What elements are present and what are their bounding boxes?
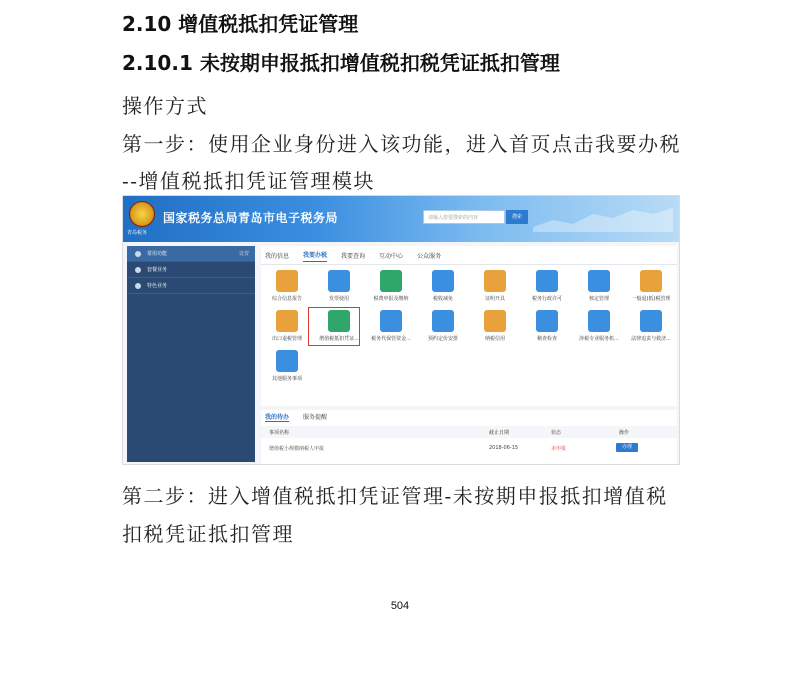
service-tile-label: 出口退税管理 [271, 336, 302, 342]
tab-service-reminder[interactable]: 服务提醒 [303, 414, 328, 421]
agency-icon [588, 310, 610, 332]
service-tile[interactable] [365, 308, 417, 348]
service-tile[interactable] [261, 308, 313, 348]
other-services-icon [276, 350, 298, 372]
paragraph-step2-line2: 扣税凭证抵扣管理 [122, 522, 294, 546]
todo-table-header [261, 426, 677, 438]
approve-icon [588, 270, 610, 292]
tab-divider [261, 264, 677, 265]
service-tile-label: 一般退(抵)税管理 [631, 296, 671, 302]
certificate-icon [484, 270, 506, 292]
sidebar-settings-link[interactable]: 设置 [238, 251, 249, 257]
service-tile[interactable] [469, 268, 521, 308]
grid-icon [135, 283, 141, 289]
service-tile-label: 发票使用 [328, 296, 349, 302]
service-tile[interactable] [417, 308, 469, 348]
tab-tax-handling[interactable]: 我要办税 [303, 248, 327, 262]
refund-icon [640, 270, 662, 292]
paragraph-method: 操作方式 [122, 94, 208, 118]
section-title: 2.10 增值税抵扣凭证管理 [122, 12, 359, 36]
service-tile[interactable] [521, 308, 573, 348]
service-tile-label: 纳税信用 [484, 336, 505, 342]
license-icon [536, 270, 558, 292]
handle-button[interactable]: 办理 [616, 443, 638, 452]
highlight-box [308, 307, 360, 346]
sidebar-item-common[interactable] [127, 246, 255, 262]
service-tile-label: 核定管理 [588, 296, 609, 302]
page-number: 504 [390, 600, 410, 612]
sidebar-item-label: 特色业务 [147, 283, 168, 289]
service-tile-label: 税务代保管资金... [371, 336, 411, 342]
service-tile-label: 税费申报及缴纳 [373, 296, 409, 302]
paragraph-step1-line1: 第一步：使用企业身份进入该功能，进入首页点击我要办税 [122, 132, 681, 156]
service-tile[interactable] [417, 268, 469, 308]
custody-fund-icon [380, 310, 402, 332]
emblem-caption: 青岛税务 [127, 230, 148, 236]
tab-my-info[interactable]: 我的信息 [265, 252, 290, 260]
header-deadline: 截止日期 [489, 430, 510, 436]
tab-my-todo[interactable]: 我的待办 [265, 414, 290, 421]
service-tile-label: 增值税抵扣凭证... [319, 336, 359, 342]
tab-public-service[interactable]: 公众服务 [417, 252, 442, 260]
sidebar-item-package[interactable] [127, 262, 255, 278]
service-tile-label: 税务行政许可 [531, 296, 562, 302]
service-tile[interactable] [573, 308, 625, 348]
report-icon [276, 270, 298, 292]
sidebar-item-featured[interactable] [127, 278, 255, 294]
tax-emblem-icon [129, 201, 155, 227]
subsection-title: 2.10.1 未按期申报抵扣增值税扣税凭证抵扣管理 [122, 51, 560, 75]
service-tile[interactable] [573, 268, 625, 308]
row-deadline: 2018-06-15 [489, 445, 519, 451]
todo-tabs [265, 412, 327, 422]
header-action: 操作 [619, 430, 630, 436]
site-banner [123, 196, 680, 242]
row-item: 增值税小规模纳税人申报 [269, 446, 325, 452]
service-tile[interactable] [625, 268, 677, 308]
service-tile-label: 预约定价安排 [427, 336, 458, 342]
export-refund-icon [276, 310, 298, 332]
credit-icon [484, 310, 506, 332]
service-tile[interactable] [261, 268, 313, 308]
service-tile[interactable] [521, 268, 573, 308]
search-button[interactable]: 搜索 [506, 210, 528, 224]
tab-query[interactable]: 我要查询 [341, 252, 366, 260]
service-tile-label: 法律追责与救济... [631, 336, 671, 342]
site-title: 国家税务总局青岛市电子税务局 [163, 211, 339, 225]
service-tile-label: 税收减免 [432, 296, 453, 302]
service-tile[interactable] [469, 308, 521, 348]
service-tile[interactable] [365, 268, 417, 308]
main-tabs [265, 246, 441, 264]
main-panel [261, 246, 677, 406]
invoice-icon [328, 270, 350, 292]
tax-relief-icon [432, 270, 454, 292]
service-tile-label: 综合信息报告 [271, 296, 302, 302]
service-tile[interactable] [625, 308, 677, 348]
row-status: 未申报 [551, 446, 567, 452]
paragraph-step1-line2: --增值税抵扣凭证管理模块 [122, 169, 376, 193]
embedded-screenshot [122, 195, 680, 465]
sidebar-item-label: 常用功能 [147, 251, 168, 257]
service-tile[interactable] [313, 268, 365, 308]
package-icon [135, 267, 141, 273]
header-item: 事项名称 [269, 430, 290, 436]
service-tile-label: 证明开具 [484, 296, 505, 302]
inspection-icon [536, 310, 558, 332]
service-tile-label: 其他服务事项 [271, 376, 302, 382]
service-tile[interactable] [261, 348, 313, 388]
star-icon [135, 251, 141, 257]
search-input[interactable]: 请输入您要搜索的内容 [423, 210, 505, 224]
sidebar-item-label: 套餐业务 [147, 267, 168, 273]
header-status: 状态 [551, 430, 562, 436]
law-icon [640, 310, 662, 332]
table-row [261, 442, 677, 454]
paragraph-step2-line1: 第二步：进入增值税抵扣凭证管理-未按期申报抵扣增值税 [122, 484, 668, 508]
service-tile-label: 涉税专业服务机... [579, 336, 619, 342]
sidebar [127, 246, 255, 462]
tab-interaction[interactable]: 互动中心 [379, 252, 404, 260]
service-tile-label: 稽查检查 [536, 336, 557, 342]
pricing-icon [432, 310, 454, 332]
tax-declare-icon [380, 270, 402, 292]
great-wall-illustration [533, 202, 673, 232]
todo-panel [261, 410, 677, 464]
